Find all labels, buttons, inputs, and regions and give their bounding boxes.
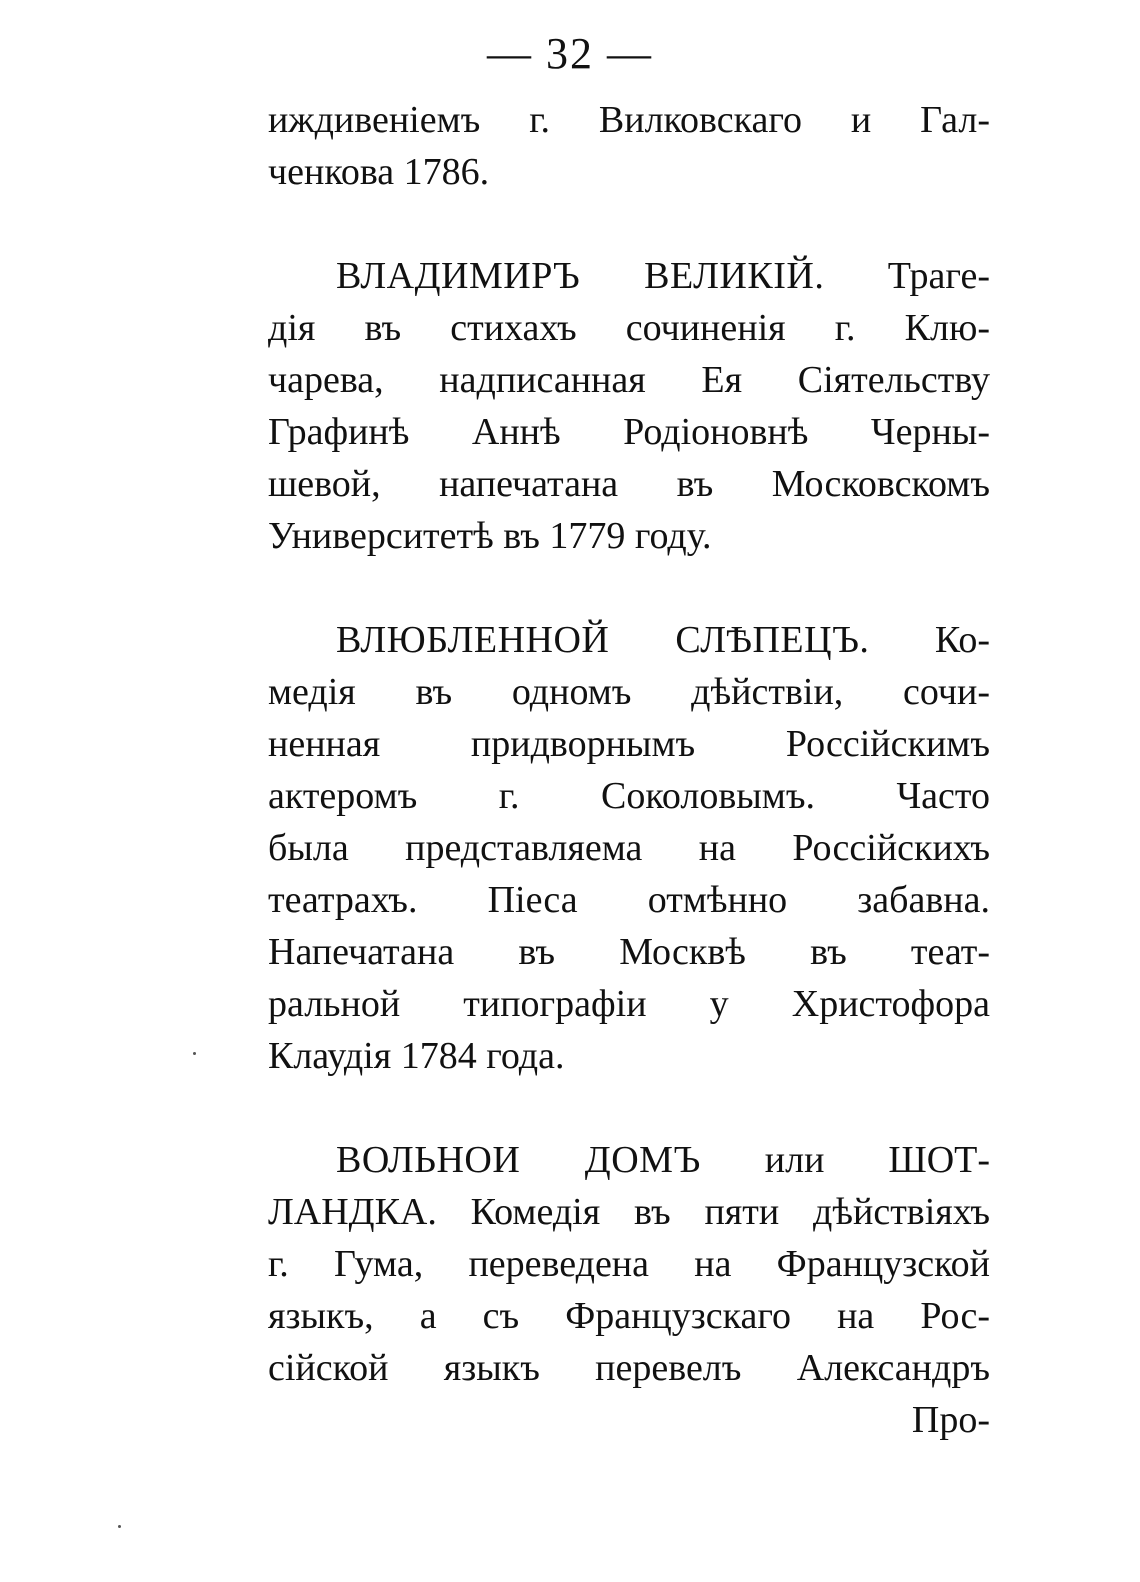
entry-title: ВЛЮБЛЕННОЙ СЛѢПЕЦЪ. bbox=[336, 619, 870, 661]
text-line: шевой, напечатана въ Московскомъ bbox=[268, 463, 990, 505]
text-line: иждивеніемъ г. Вилковскаго и Гал- bbox=[268, 99, 990, 141]
text-line: Графинѣ Аннѣ Родіоновнѣ Черны- bbox=[268, 411, 990, 453]
text-line: языкъ, а съ Французскаго на Рос- bbox=[268, 1295, 990, 1337]
text-line: была представляема на Россійскихъ bbox=[268, 827, 990, 869]
entry-text: или ШОТ- bbox=[764, 1139, 991, 1181]
text-line: сійской языкъ перевелъ Александръ bbox=[268, 1347, 990, 1389]
entry-first-line bbox=[268, 1134, 990, 1186]
entry-volnoi-dom bbox=[268, 1134, 990, 1446]
entry-title: ВОЛЬНОИ ДОМЪ bbox=[336, 1139, 701, 1181]
entry-text: Ко- bbox=[934, 619, 990, 661]
text-line: актеромъ г. Соколовымъ. Часто bbox=[268, 775, 990, 817]
scan-speck bbox=[118, 1525, 121, 1528]
scan-speck bbox=[193, 1052, 196, 1055]
text-column bbox=[268, 94, 990, 1446]
entry-first-line bbox=[268, 614, 990, 666]
text-line: г. Гума, переведена на Французской bbox=[268, 1243, 990, 1285]
text-line: ченкова 1786. bbox=[268, 151, 490, 193]
catchword: Про- bbox=[911, 1399, 990, 1441]
text-line: ненная придворнымъ Россійскимъ bbox=[268, 723, 990, 765]
entry-first-line bbox=[268, 250, 990, 302]
entry-vlyublennoi bbox=[268, 614, 990, 1082]
text-line: Напечатана въ Москвѣ въ теат- bbox=[268, 931, 990, 973]
text-line: Клаудія 1784 года. bbox=[268, 1035, 565, 1077]
entry-text: Траге- bbox=[887, 255, 991, 297]
page-number: — 32 — bbox=[487, 29, 653, 78]
text-line: Университетѣ въ 1779 году. bbox=[268, 515, 712, 557]
continuation-paragraph bbox=[268, 94, 990, 198]
text-line: дія въ стихахъ сочиненія г. Клю- bbox=[268, 307, 990, 349]
text-line: ЛАНДКА. Комедія въ пяти дѣйствіяхъ bbox=[268, 1191, 990, 1233]
text-line: ральной типографіи у Христофора bbox=[268, 983, 990, 1025]
entry-vladimir bbox=[268, 250, 990, 562]
text-line: чарева, надписанная Ея Сіятельству bbox=[268, 359, 990, 401]
entry-title: ВЛАДИМИРЪ ВЕЛИКІЙ. bbox=[336, 255, 825, 297]
text-line: медія въ одномъ дѣйствіи, сочи- bbox=[268, 671, 990, 713]
text-line: театрахъ. Піеса отмѣнно забавна. bbox=[268, 879, 990, 921]
